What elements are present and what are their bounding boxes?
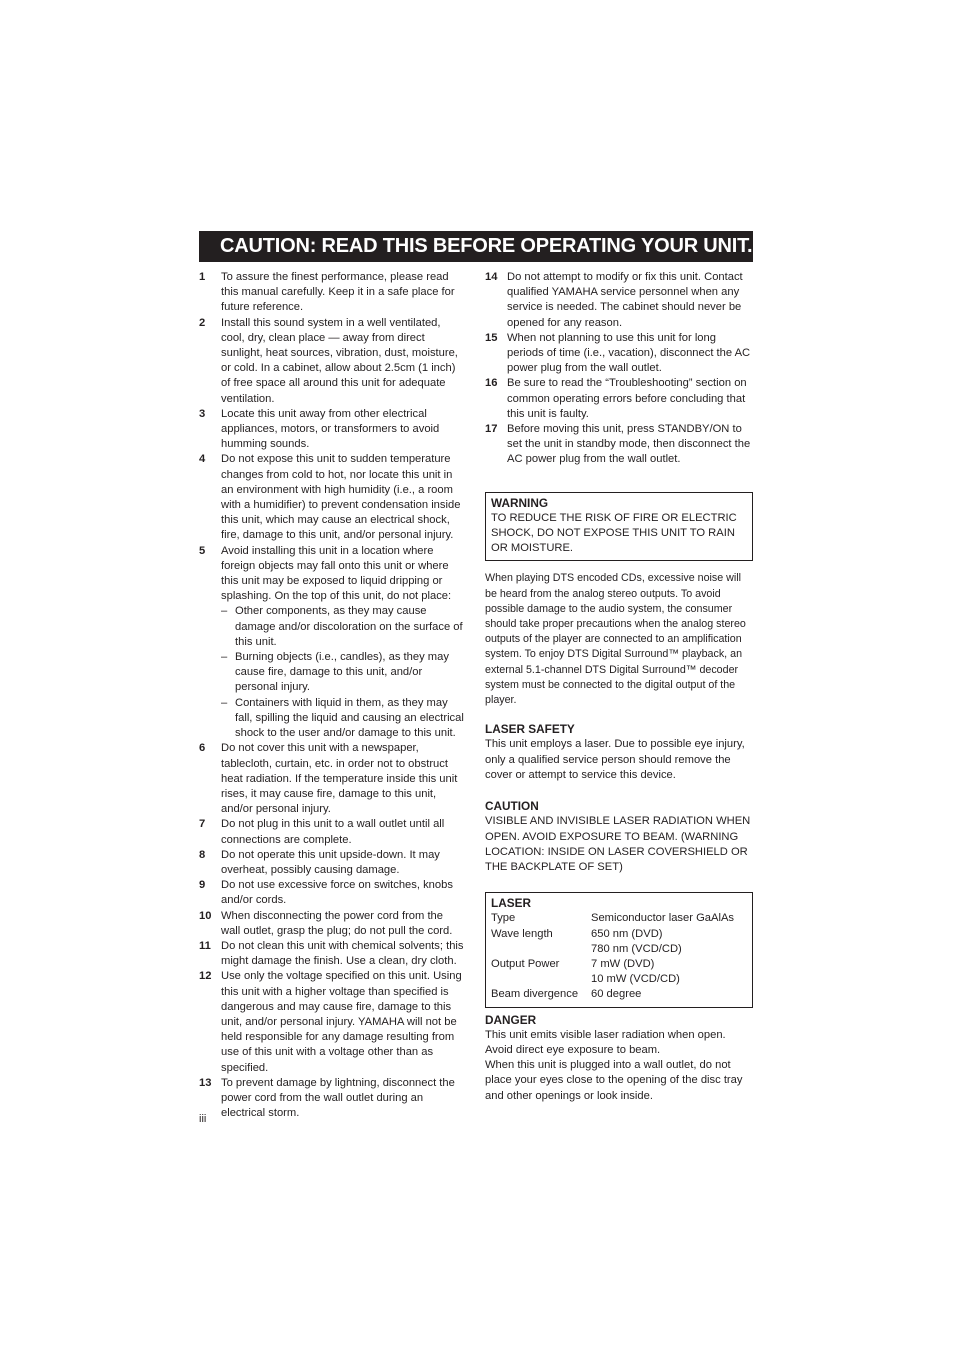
list-item-2	[199, 316, 465, 407]
list-item-10	[199, 909, 465, 939]
list-item-1	[199, 270, 465, 316]
laser-spec-row	[491, 957, 747, 972]
sub-item	[221, 650, 465, 696]
spec-value: 7 mW (DVD)	[591, 957, 655, 970]
item-text: Avoid installing this unit in a location where foreign objects may fall onto this unit or where this unit may be exposed to liquid dripping or splashing. On the top of this unit, do not place:	[221, 544, 452, 603]
item-number: 8	[199, 848, 206, 861]
list-item-8	[199, 848, 465, 878]
title-banner	[199, 231, 753, 262]
item-text: When disconnecting the power cord from the wall outlet, grasp the plug; do not pull the cord.	[221, 909, 453, 937]
list-item-5	[199, 544, 465, 742]
caution-text: VISIBLE AND INVISIBLE LASER RADIATION WHEN OPEN. AVOID EXPOSURE TO BEAM. (WARNING LOCATION: INSIDE ON LASER COVERSHIELD OR THE BACKPLATE OF SET)	[485, 815, 751, 873]
item-text: Install this sound system in a well ventilated, cool, dry, clean place — away from direct sunlight, heat sources, vibration, dust, moisture, or cold. In a cabinet, allow about 2.5cm (1 inch) of free space all around this unit for adequate ventilation.	[221, 316, 458, 405]
item-number: 10	[199, 909, 212, 922]
danger-text-1: This unit emits visible laser radiation when open. Avoid direct eye exposure to beam.	[485, 1028, 726, 1056]
sub-item	[221, 696, 465, 742]
spacer	[485, 783, 753, 799]
sub-item-text: Other components, as they may cause damage and/or discoloration on the surface of this unit.	[235, 605, 463, 648]
list-item-17	[485, 422, 753, 468]
dash-bullet: –	[221, 696, 228, 709]
item-text: Do not use excessive force on switches, knobs and/or cords.	[221, 879, 453, 907]
list-item-6	[199, 741, 465, 817]
item-text: Do not expose this unit to sudden temperature changes from cold to hot, nor locate this unit in an environment with high humidity (i.e., a room with a humidifier) to prevent condensation inside this unit, which may cause an electrical shock, fire, damage to this unit, and/or personal injury.	[221, 453, 461, 542]
laser-spec-row	[491, 911, 747, 926]
spacer	[485, 708, 753, 722]
item-number: 4	[199, 453, 206, 466]
item-text: Before moving this unit, press STANDBY/ON to set the unit in standby mode, then disconnect the AC power plug from the wall outlet.	[507, 423, 751, 466]
item-text: Do not clean this unit with chemical solvents; this might damage the finish. Use a clean, dry cloth.	[221, 939, 464, 968]
item-text: Do not operate this unit upside-down. It may overheat, possibly causing damage.	[221, 848, 440, 876]
laser-safety-heading: LASER SAFETY	[485, 722, 575, 737]
item-number: 11	[199, 939, 211, 952]
item-number: 17	[485, 423, 498, 436]
page-number: iii	[199, 1113, 207, 1125]
list-item-16	[485, 376, 753, 422]
sub-item-text: Burning objects (i.e., candles), as they may cause fire, damage to this unit, and/or personal injury.	[235, 651, 449, 694]
item-text: Do not attempt to modify or fix this unit. Contact qualified YAMAHA service personnel when any service is needed. The cabinet should never be opened for any reason.	[507, 271, 743, 329]
item-number: 12	[199, 970, 212, 983]
item-number: 9	[199, 879, 206, 892]
spec-label: Type	[491, 912, 516, 925]
spec-label	[491, 942, 591, 957]
laser-spec-row	[491, 972, 747, 987]
danger-text-2: When this unit is plugged into a wall outlet, do not place your eyes close to the opening of the disc tray and other openings or look inside.	[485, 1059, 743, 1102]
warning-heading: WARNING	[491, 495, 549, 510]
item-number: 2	[199, 316, 206, 329]
item-text: When not planning to use this unit for long periods of time (i.e., vacation), disconnect the AC power plug from the wall outlet.	[507, 331, 751, 375]
spec-value: Semiconductor laser GaAlAs	[591, 912, 735, 925]
list-item-14	[485, 270, 753, 331]
spec-value: 780 nm (VCD/CD)	[591, 942, 682, 955]
laser-spec-row	[491, 942, 747, 957]
list-item-12	[199, 969, 465, 1075]
list-item-4	[199, 452, 465, 543]
list-item-11	[199, 939, 465, 969]
spec-label: Beam divergence	[491, 988, 579, 1001]
laser-spec-row	[491, 927, 747, 942]
warning-text: TO REDUCE THE RISK OF FIRE OR ELECTRIC SHOCK, DO NOT EXPOSE THIS UNIT TO RAIN OR MOISTURE.	[491, 511, 737, 555]
list-item-13	[199, 1076, 465, 1122]
spec-value: 60 degree	[591, 988, 642, 1001]
page-title: CAUTION: READ THIS BEFORE OPERATING YOUR UNIT.	[220, 235, 753, 257]
list-item-15	[485, 331, 753, 377]
item-number: 6	[199, 742, 206, 755]
item-text: Use only the voltage specified on this unit. Using this unit with a higher voltage than specified is dangerous and may cause fire, damage to this unit, and/or personal injury. YAMAHA will not be held responsible for any damage resulting from use of this unit with a voltage other than as specified.	[221, 970, 462, 1074]
right-column	[485, 270, 753, 1104]
sub-item-text: Containers with liquid in them, as they may fall, spilling the liquid and causing an electrical shock to the user and/or damage to this unit.	[235, 696, 464, 740]
dts-notice: When playing DTS encoded CDs, excessive noise will be heard from the analog stereo outputs. To avoid possible damage to the audio system, the consumer should take proper precautions when the analog stereo outputs of the player are connected to an amplification system. To enjoy DTS Digital Surround™ playback, an external 5.1-channel DTS Digital Surround™ decoder system must be connected to the digital output of the player.	[485, 572, 746, 707]
item-number: 14	[485, 271, 498, 283]
spec-label	[491, 972, 591, 987]
sub-item	[221, 604, 465, 650]
spec-value: 650 nm (DVD)	[591, 927, 663, 940]
item-number: 13	[199, 1076, 212, 1089]
list-item-9	[199, 878, 465, 908]
item-number: 16	[485, 377, 498, 390]
item-text: Locate this unit away from other electrical appliances, motors, or transformers to avoid humming sounds.	[221, 407, 440, 451]
spec-value: 10 mW (VCD/CD)	[591, 973, 680, 986]
dash-bullet: –	[221, 651, 228, 664]
item-text: Do not cover this unit with a newspaper, tablecloth, curtain, etc. in order not to obstruct heat radiation. If the temperature inside this unit rises, it may cause fire, damage to this unit, and/or personal injury.	[221, 742, 458, 816]
spec-label: Wave length	[491, 927, 553, 940]
laser-spec-box	[485, 892, 753, 1007]
item-text: Do not plug in this unit to a wall outlet until all connections are complete.	[221, 818, 445, 846]
laser-safety-text: This unit employs a laser. Due to possible eye injury, only a qualified service person should remove the cover or attempt to service this device.	[485, 738, 745, 781]
item-text: To prevent damage by lightning, disconnect the power cord from the wall outlet during an electrical storm.	[221, 1076, 455, 1120]
caution-heading: CAUTION	[485, 799, 539, 814]
item-text: To assure the finest performance, please read this manual carefully. Keep it in a safe place for future reference.	[221, 271, 455, 314]
laser-spec-row	[491, 987, 747, 1002]
item-number: 3	[199, 407, 206, 420]
spec-label: Output Power	[491, 957, 560, 970]
danger-heading: DANGER	[485, 1012, 537, 1027]
item-number: 5	[199, 544, 206, 557]
list-item-3	[199, 407, 465, 453]
left-column	[199, 270, 465, 1121]
list-item-7	[199, 817, 465, 847]
item-text: Be sure to read the “Troubleshooting” section on common operating errors before concluding that this unit is faulty.	[507, 377, 747, 420]
dash-bullet: –	[221, 605, 228, 618]
item-number: 15	[485, 331, 498, 344]
item-number: 1	[199, 271, 206, 283]
laser-heading: LASER	[491, 896, 531, 911]
item-number: 7	[199, 818, 206, 831]
warning-box	[485, 492, 753, 562]
